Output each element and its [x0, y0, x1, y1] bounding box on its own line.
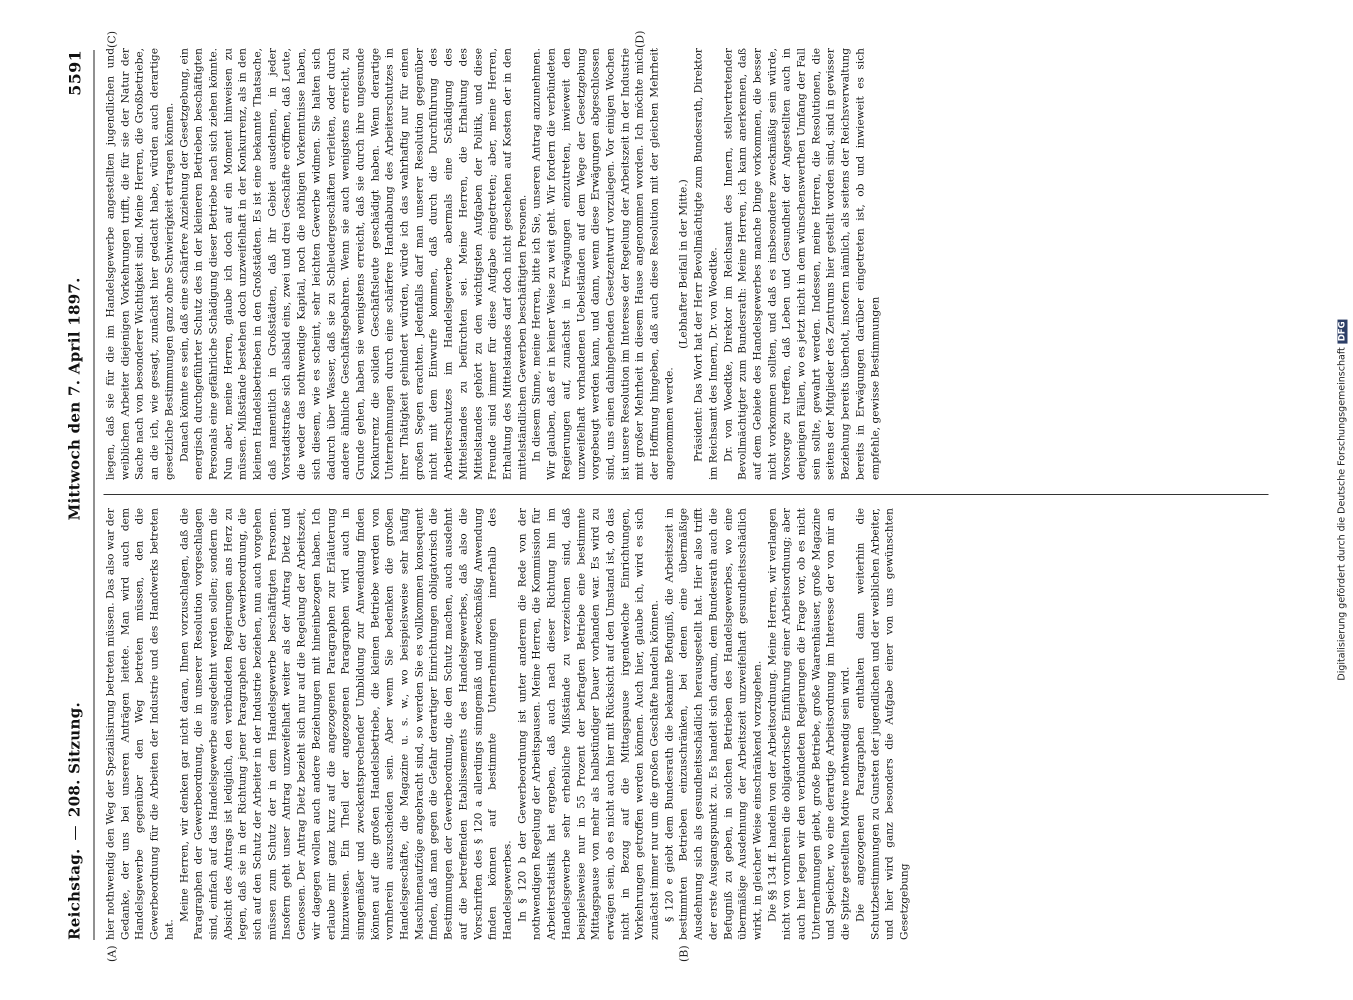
newspaper-page: [50, 30, 1275, 960]
president-remark: Präsident: Das Wort hat der Herr Bevollmächtigte zum Bundesrath, Direktor im Reichsamt des Innern, Dr. von Woedtke.: [692, 48, 720, 480]
paragraph: Dr. von Woedtke, Direktor im Reichsamt des Innern, stellvertretender Bevollmächtigter zum Bundesrath: Meine Herren, ich kann anerkennen, daß auf dem Gebiete des Handelsgewerbes manche Dinge vorkommen, die besser nicht vorkommen sollten, und daß es insbesondere zweckmäßig sein würde, Vorsorge zu treffen, daß Leben und Gesundheit der Angestellten auch in denjenigen Fällen, wo es jetzt nicht in dem wünschenswerthen Umfang der Fall sein sollte, gewahrt werden. Indessen, meine Herren, die Resolutionen, die seitens der Mitglieder des Zentrums hier gestellt worden sind, sind in gewisser Beziehung bereits überholt, insofern nämlich, als seitens der Reichsverwaltung bereits in Erwägungen darüber eingetreten ist, ob und inwieweit es sich empfehle, gewisse Bestimmungen: [722, 48, 882, 480]
column-divider: [104, 494, 1269, 495]
paragraph: Die §§ 134 ff. handeln von der Arbeitsordnung. Meine Herren, wir verlangen nicht von vornherein die obligatorische Einführung einer Arbeitsordnung; aber auch hier legen wir den verbündeten Regierungen die Frage vor, ob es nicht Unternehmungen giebt, große Betriebe, große Waarenhäuser, große Magazine und Speicher, wo eine derartige Arbeitsordnung im Interesse der von mir an die Spitze gestellten Motive nothwendig sein wird.: [766, 508, 852, 940]
credit-line: [1337, 319, 1348, 680]
paragraph: Die angezogenen Paragraphen enthalten dann weiterhin die Schutzbestimmungen zu Gunsten der jugendlichen und der weiblichen Arbeiter, und hier wird ganz besonders die Aufgabe einer von uns gewünschten Gesetzgebung: [854, 508, 911, 940]
right-column: [104, 48, 1269, 480]
paragraph: In diesem Sinne, meine Herren, bitte ich Sie, unseren Antrag anzunehmen. Wir glauben, daß er in keiner Weise zu weit geht. Wir fordern die verbündeten Regierungen auf, zunächst in Erwägungen einzutreten, inwieweit den unzweifelhaft vorhandenen Uebelständen auf dem Wege der Gesetzgebung vorgebeugt werden kann, und dann, wenn diese Erwägungen abgeschlossen sind, uns einen dahingehenden Gesetzentwurf vorzulegen. Vor einigen Wochen ist unsere Resolution im Interesse der Regelung der Arbeitszeit in der Industrie mit großer Mehrheit in diesem Hause angenommen worden. Ich möchte mich der Hoffnung hingeben, daß auch diese Resolution mit der gleichen Mehrheit angenommen werde.: [530, 48, 676, 480]
margin-marker-d: (D): [633, 30, 647, 48]
margin-marker-b: (B): [677, 945, 691, 962]
paragraph: hier nothwendig den Weg der Spezialisirung betreten müssen. Das also war der Gedanke, der uns bei unseren Anträgen leitete. Man wird auch dem Handelsgewerbe gegenüber den Weg betreten müssen, den die Gewerbeordnung für die Arbeiten der Industrie und des Handwerks betreten hat.: [104, 508, 176, 940]
paragraph: In § 120 b der Gewerbeordnung ist unter anderem die Rede von der nothwendigen Regelung der Arbeitspausen. Meine Herren, die Kommission für Arbeiterstatistik hat ergeben, daß auch nach dieser Richtung hin im Handelsgewerbe sehr erhebliche Mißstände zu verzeichnen sind, daß beispielsweise nur in 55 Prozent der befragten Betriebe eine bestimmte Mittagspause von mehr als halbstündiger Dauer vorhanden war. Es wird zu erwägen sein, ob es nicht auch hier mit Rücksicht auf den Umstand ist, ob das nicht in Bezug auf die Mittagspause irgendwelche Einrichtungen, Vorkehrungen getroffen werden können. Auch hier, glaube ich, wird es sich zunächst immer nur um die großen Geschäfte handeln können.: [516, 508, 661, 940]
header-separator: —: [65, 825, 84, 841]
header-rule: [94, 50, 95, 940]
margin-marker-c: (C): [105, 31, 119, 48]
header-title: Reichstag.: [65, 848, 84, 940]
page-header: [58, 50, 92, 940]
paragraph: liegen, daß sie für die im Handelsgewerbe angestellten jugendlichen und weiblichen Arbeiter diejenigen Vorkehrungen trifft, die für sie der Natur der Sache nach von besonderer Wichtigkeit sind. Meine Herren, die Großbetriebe, an die ich, wie gesagt, zunächst hier gedacht habe, würden auch derartige gesetzliche Bestimmungen ganz ohne Schwierigkeit ertragen können.: [104, 48, 176, 480]
page-number: 5591: [65, 50, 84, 96]
header-date: Mittwoch den 7. April 1897.: [65, 277, 84, 521]
header-session: 208. Sitzung.: [65, 701, 84, 818]
paragraph: Meine Herren, wir denken gar nicht daran, Ihnen vorzuschlagen, daß die Paragraphen der Gewerbeordnung, die in unserer Resolution vorgeschlagen sind, einfach auf das Handelsgewerbe ausgedehnt werden sollen; sondern die Absicht des Antrags ist lediglich, den verbündeten Regierungen ans Herz zu legen, daß sie in der Richtung jener Paragraphen der Gewerbeordnung, die sich auf den Schutz der Arbeiter in der Industrie beziehen, nun auch vorgehen müssen zum Schutz der in dem Handelsgewerbe beschäftigten Personen. Insofern geht unser Antrag unzweifelhaft weiter als der Antrag Dietz und Genossen. Der Antrag Dietz bezieht sich nur auf die Regelung der Arbeitszeit, wir dagegen wollen auch andere Beziehungen mit hineinbezogen haben. Ich erlaube mir ganz kurz auf die angezogenen Paragraphen zur Erläuterung hinzuweisen. Ein Theil der angezogenen Paragraphen wird auch in sinngemäßer und zweckentsprechender Umbildung zur Anwendung finden können auf die großen Handelsbetriebe, die kleinen Betriebe werden von vornherein auszuscheiden sein. Aber wenn Sie bedenken die großen Handelsgeschäfte, die Magazine u. s. w., wo beispielsweise sehr häufig Maschinenaufzüge angebracht sind, so werden Sie es vollkommen konsequent finden, daß man gegen die Gefahr derartiger Einrichtungen obligatorisch die Bestimmungen der Gewerbeordnung, die den Schutz machen, auch ausdehnt auf die betreffenden Etablissements des Handelsgewerbes, daß also die Vorschriften des § 120 a allerdings sinngemäß und zweckmäßig Anwendung finden können auf bestimmte Unternehmungen innerhalb des Handelsgewerbes.: [178, 508, 514, 940]
applause-note: (Lebhafter Beifall in der Mitte.): [677, 179, 690, 349]
paragraph: Danach könnte es sein, daß eine schärfere Anziehung der Gesetzgebung, ein energisch durchgeführter Schutz des in der kleineren Betrieben beschäftigten Personals eine gefährliche Schädigung dieser Betriebe nach sich ziehen könnte. Nun aber, meine Herren, glaube ich doch auf ein Moment hinweisen zu müssen. Mißstände bestehen doch unzweifelhaft in der Konkurrenz, als in den kleinen Handelsbetrieben in den Großstädten. Es ist eine bekannte Thatsache, daß namentlich in Großstädten, daß ihr Gebiet ausdehnen, in jeder Vorstadtstraße sich alsbald eins, zwei und drei Geschäfte eröffnen, daß Leute, die weder das nothwendige Kapital, noch die nöthigen Vorkenntnisse haben, sich diesem, wie es scheint, sehr leichten Gewerbe widmen. Sie halten sich dadurch über Wasser, daß sie zu Schleudergeschäften verleiten, oder durch andere ähnliche Geschäftsgebahren. Wenn sie auch wenigstens erreicht, zu Grunde gehen, haben sie wenigstens erreicht, daß sie durch ihre ungesunde Konkurrenz die soliden Geschäftsleute geschädigt haben. Wenn derartige Unternehmungen durch eine schärfere Handhabung des Arbeiterschutzes in ihrer Thätigkeit gehindert würden, würde ich das wahrhaftig nur für einen großen Segen erachten. Jedenfalls darf man unserer Resolution gegenüber nicht mit dem Einwurfe kommen, daß durch die Durchführung des Arbeiterschutzes im Handelsgewerbe abermals eine Schädigung des Mittelstandes zu befürchten sei. Meine Herren, die Erhaltung des Mittelstandes gehört zu den wichtigsten Aufgaben der Politik, und diese Freunde sind immer für diese Aufgabe eingetreten; aber, meine Herren, Erhaltung des Mittelstandes darf doch nicht geschehen auf Kosten der in den mittelständlichen Gewerben beschäftigten Personen.: [178, 48, 529, 480]
left-column: [104, 508, 1269, 940]
margin-marker-a: (A): [105, 945, 119, 962]
digitization-credit: [1335, 20, 1349, 980]
credit-text: Digitalisierung gefördert durch die Deutsche Forschungsgemeinschaft: [1336, 347, 1348, 681]
paragraph: § 120 e giebt dem Bundesrath die bekannte Befugniß, die Arbeitszeit in bestimmten Betrieben einzuschränken, bei denen eine übermäßige Ausdehnung sich als gesundheitsschädlich herausgestellt hat. Hier also trifft der erste Ausgangspunkt zu. Es handelt sich darum, dem Bundesrath auch die Befugniß zu geben, in solchen Betrieben des Handelsgewerbes, wo eine übermäßige Ausdehnung der Arbeitszeit unzweifelhaft gesundheitsschädlich wirkt, in gleicher Weise einschränkend vorzugehen.: [663, 508, 764, 940]
header-title-group: [66, 702, 84, 940]
dfg-logo: DFG: [1337, 321, 1348, 342]
